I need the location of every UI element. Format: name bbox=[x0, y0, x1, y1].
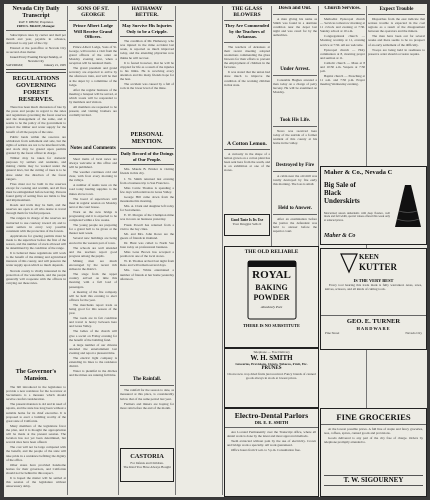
column-5 bbox=[273, 6, 317, 244]
masthead-day: SATURDAY, bbox=[6, 63, 24, 67]
article-personal-mention: Mrs. Maude B. Ernsler is visiting friends in this city. J. W. Smith returned last evening from a business trip to San Francisco. Miss Carrie Thomas is spending a few days with relatives in Grass Valley. George Hill came down from the mountains this morning. Mrs. A. Clark and daughter left today for Sacramento. E. W. Morgan of the Champion mine was in town on business yesterday. Frank Powell has returned from a visit to the bay cities. Mr. and Mrs. John Rowe are the guests of friends in Oakland. Dr. Hunt was called to North San Juan today on professional business. Miss Lena Brown has accepted a position in one of the local stores. W. R. Thomas arrived last night from Reno and will remain several days. Mrs. Geo. White entertained a number of friends at her home yesterday afternoon. bbox=[120, 167, 174, 281]
column-rule bbox=[118, 6, 119, 495]
castoria-title: CASTORIA bbox=[130, 453, 164, 461]
sigourney-name: T. W. SIGOURNEY bbox=[324, 475, 423, 486]
article-church-services: Methodist Episcopal church — Services tomorrow morning at 11 o'clock and evening at 7:30. Sunday school at 10 a.m. Congregational church — Morning worship at 11, evening service at 7:30. All are welcome. Episcopal church — Holy communion at 8, morning prayer and sermon at 11. Catholic church — Mass at 8 and 10:30 a.m. Vespers at 7:30 p.m. Baptist church — Preaching at 11 a.m. and 7:30 p.m. Prayer meeting Wednesday evening. bbox=[320, 17, 365, 87]
keen-kutter-tag: IS THE VERY BEST bbox=[353, 278, 394, 283]
smith-name: W. H. SMITH bbox=[250, 354, 293, 363]
maher-footer: Maher & Co bbox=[324, 233, 356, 239]
groceries-body: At the lowest possible prices. A full line of staple and fancy groceries, teas, coffees, spices, canned goods and provisions. Goods delivered to any part of the city free of charge. Orders by telephone promptly attended to. bbox=[324, 427, 423, 445]
headline-under-arrest: Under Arrest. bbox=[280, 67, 310, 72]
headline-destroyed-by-fire: Destroyed by Fire bbox=[275, 163, 315, 168]
dental-body: Are Located Permanently over the Transcript office, where all dental work is done by the latest and most approved methods. Teeth extracted without pain by the use of electricity. Crown and bridge work a specialty. All work guaranteed. Office hours from 9 a.m. to 5 p.m. Consultation free. bbox=[227, 430, 316, 453]
article-held-to-answer: After an examination before the justice the defendant was held to answer before the superior court. bbox=[273, 217, 317, 234]
headline-glass-blowers: THE GLASS BLOWERS bbox=[231, 6, 263, 18]
headline-forest-reserves: REGULATIONS GOVERNING FOREST RESERVES. bbox=[12, 75, 60, 103]
masthead-line: Issued Every Evening Except Sunday, at Nevada City bbox=[10, 55, 62, 63]
headline-held-to-answer: Held to Answer. bbox=[278, 206, 312, 211]
headline-expect-trouble: Expect Trouble bbox=[379, 6, 414, 12]
article-under-arrest: Constable Hughes arrested a man today on a charge of petty larceny. He will be examined on Monday. bbox=[273, 78, 317, 95]
maher-sub-3: Underskirts bbox=[324, 197, 360, 205]
castoria-ad: CASTORIA For Infants and Children. The Kind You Have Always Bought bbox=[120, 448, 174, 482]
newspaper-page bbox=[4, 4, 427, 497]
article-destroyed-by-fire: A cabin near the old mill was totally destroyed by fire early this morning. The loss is small. bbox=[273, 174, 317, 187]
column-4 bbox=[224, 6, 270, 244]
headline-personal-mention: PERSONAL MENTION. bbox=[130, 132, 164, 146]
royal-pure: Absolutely Pure bbox=[260, 305, 283, 309]
smith-prunes: PRUNES bbox=[261, 366, 282, 372]
royal-slogan: THERE IS NO SUBSTITUTE bbox=[243, 323, 300, 328]
groceries-ad bbox=[320, 408, 427, 497]
column-2 bbox=[69, 6, 117, 495]
headline-notes-comments: Notes and Comments bbox=[70, 145, 116, 151]
headline-cotton-lemon: A Cotton Lemon. bbox=[227, 140, 267, 147]
good-taste-ad: Good Taste Is Its Use Your Druggist Sells It bbox=[224, 214, 270, 236]
headline-took-his-life: Took His Life. bbox=[279, 118, 311, 123]
maher-title: Maher & Co., Nevada C bbox=[324, 169, 393, 176]
column-rule bbox=[67, 6, 68, 495]
article-hathaway: The condition of Mr. Hathaway, who was injured in the mine accident last week, is reported as much improved today, and the attending physician now thinks he will recover. It is feared however, that he will be crippled for life as a result of the injuries to his limbs. He is receiving every attention and his many friends hope for the best. The accident was caused by a fall of rock in the lower level of the mine. bbox=[120, 39, 174, 91]
column-rule bbox=[175, 6, 176, 495]
maher-ad bbox=[320, 166, 427, 245]
masthead-manager: FRED S. BRADY, Manager. bbox=[16, 24, 56, 28]
article-expect-trouble: Dispatches from the east indicate that serious trouble is expected in the coal regions as a result of the disagreement between the operators and the miners. The men have been out for several weeks and there seems to be no prospect of an early settlement of the difficulty. Troops are being held in readiness to preserve order should occasion require. bbox=[368, 17, 425, 56]
maher-sub-2: Black bbox=[324, 189, 342, 197]
article-governors-mansion: The bill introduced in the legislature to provide a new residence for the Governor at Sacramento is a measure which should receive careful consideration. The present mansion is old and in need of repairs, and the state has long been without a suitable home for its chief executive. It is proposed to erect a building worthy of the great state of California. Many members of the legislature favor the plan, and it is thought the appropriation will be made at the present session. The location has not yet been determined, but several sites have been offered. The cost will not be large compared with the benefit, and the people of the state will take pride in a residence befitting the dignity of the office. Other states have provided handsome homes for their governors, and California should not be behind in this respect. It is hoped the matter will be settled at this session of the legislature without unnecessary delay. bbox=[6, 385, 66, 489]
column-1 bbox=[6, 6, 66, 495]
royal-brand: ROYAL bbox=[252, 269, 291, 281]
article-glass-blowers: The teachers of Arkansas at their recent meeting adopted resolutions commending the glass blowers for their efforts to prevent the employment of children in the factories. It was stated that the union had done much to improve the condition of the working children in that state. bbox=[224, 44, 270, 87]
masthead-date: January 21, 1905 bbox=[44, 63, 66, 67]
keen-kutter-word-2: KUTTER bbox=[359, 262, 398, 272]
good-taste-title: Good Taste Is Its Use bbox=[230, 217, 264, 222]
groceries-title: FINE GROCERIES bbox=[336, 412, 411, 422]
keen-kutter-ad: KEEN KUTTER IS THE VERY BEST Every tool bearing this trade mark is fully warranted. Axes, saws, knives, scissors, and all kinds of cutting tools. GEO. E. TURNER HARDWARE Pine Street Nevada City bbox=[320, 248, 427, 350]
article-forest-reserves: There has been much discussion of late by the press and people in regard to the rules and regulations governing the forest reserves and the management of the same, and it seems to be the policy of the government to protect the timber and water supply for the benefit of all the people of the state. Public lands within the reserves are withdrawn from settlement and sale, but the rights of settlers are not to be interfered with, and stock may be grazed upon permits granted by the forest officer in charge. Timber may be taken for domestic purposes by settlers and residents, and mining claims may be worked under the general laws, but the cutting of trees is to be done under the direction of the forest rangers. Fires must not be built in the reserves except for cooking and warmth, and all fires must be extinguished before leaving. Persons found guilty of setting fires are liable to fine and imprisonment. Roads and trails may be built, and the reserves are open to all who desire to travel through them for lawful purposes. The rangers in charge of the reserves are instructed to use courtesy toward all, and to assist settlers in every way possible consistent with the protection of the forests. Applications for grazing permits must be made to the supervisor before the first of the season, and the number of stock allowed will be determined by the condition of the range. It is believed these regulations will work to the benefit of the mining and agricultural interests of this county, and will preserve the water supply upon which so much depends. Nevada county is vitally interested in the protection of the watersheds, and the people generally will cooperate with the officers in carrying out these rules. bbox=[6, 105, 66, 285]
maher-body: Mercerized sateen underskirts with deep flounce, well made and full width, special values offered this week only at reduced prices. bbox=[324, 212, 390, 222]
turner-sub: HARDWARE bbox=[356, 326, 391, 331]
royal-powder: POWDER bbox=[253, 293, 290, 302]
dental-doctor: DR. E. E. SMITH bbox=[254, 420, 289, 425]
article-cotton-lemon: A curiosity in the shape of a lemon grown on a cotton plant has been sent here from the south, and is on exhibition at one of the stores. bbox=[224, 151, 270, 173]
column-3 bbox=[120, 6, 174, 495]
column-rule bbox=[222, 6, 223, 495]
headline-sons-st-george: SONS OF ST. GEORGE bbox=[77, 6, 109, 18]
column-7 bbox=[368, 6, 425, 166]
royal-baking-powder-ad bbox=[224, 246, 319, 348]
keen-kutter-body: Every tool bearing this trade mark is fully warranted. Axes, saws, knives, scissors, and all kinds of cutting tools. bbox=[325, 283, 422, 292]
turner-name: GEO. E. TURNER bbox=[346, 318, 401, 325]
masthead-title: Nevada City Daily Transcript bbox=[12, 6, 60, 19]
subhead-personal-mention: Daily Record of the Doings of Our People. bbox=[120, 151, 174, 162]
headline-church-services: Church Services. bbox=[324, 6, 361, 11]
royal-baking: BAKING bbox=[255, 283, 288, 292]
underskirt-illustration bbox=[393, 183, 423, 229]
headline-down-and-out: Down and Out. bbox=[278, 6, 312, 11]
article-rainfall: The rainfall for the season to date, as measured at this place, is considerably below that of the same period last year. Farmers and miners are hoping for more rain before the end of the month. bbox=[120, 388, 174, 410]
column-6 bbox=[320, 6, 365, 166]
headline-hathaway: HATHAWAY BETTER. bbox=[131, 6, 163, 18]
royal-top: THE OLD RELIABLE bbox=[244, 249, 299, 255]
subhead-prince-albert: Prince Albert Lodge Will Receive Grand Officers. bbox=[73, 23, 113, 40]
smith-ad: Telephone — Free Delivery W. H. SMITH Groceries, Provisions, Cigars, Tobacco, Fruit, Etc. PRUNES Choice new crop dried fruits just received. Fancy brands of canned goods always in stock at lowest prices. bbox=[224, 348, 319, 408]
headline-governors-mansion: The Governor's Mansion. bbox=[15, 369, 57, 382]
smith-line: Groceries, Provisions, Cigars, Tobacco, Fruit, Etc. bbox=[235, 362, 308, 367]
masthead-body: Subscription rates by carrier and mail per month and year, payable in advance, delivered to any part of the city. Entered at the postoffice at Nevada City as second-class matter. bbox=[6, 33, 66, 55]
keen-kutter-logo-icon bbox=[339, 252, 359, 274]
subhead-hathaway: May Survive His Injuries Only to be a Cripple. bbox=[122, 23, 172, 34]
subhead-glass-blowers: They Are Commended by the Teachers of Arkansas. bbox=[224, 23, 270, 40]
headline-rainfall: The Rainfall. bbox=[132, 377, 162, 383]
keen-kutter-word-1: KEEN bbox=[359, 253, 379, 261]
masthead-proprietor: RAY F. RHOW, Proprietor. bbox=[18, 20, 54, 24]
article-sons-st-george: Prince Albert Lodge, Sons of St. George, will receive a visit from the grand officers of the order on Monday evening next, when a reception will be tendered them. The grand president and grand secretary are expected to arrive by the afternoon train, and will be met at the depot by a committee of the lodge. After the regular business of the meeting a banquet will be served, at which toasts will be responded to by members and visitors. All members are requested to be present, and visiting brothers are cordially invited. bbox=[69, 44, 117, 118]
dental-ad bbox=[224, 408, 319, 497]
article-down-and-out: A man giving his name as Smith was found in a destitute condition near the depot last night and was cared for by the authorities. bbox=[273, 17, 317, 38]
article-notes-comments: Short items of local news are always welcome at this office and will be published. The weather continues cold and clear, with frost every morning in the valleys. A number of teams were on the road today hauling supplies to the mines above town. The board of supervisors will meet in regular session on Monday next at the court house. Work on the new bridge is progressing and it is expected to be completed within a few weeks. The young people are preparing for a grand ball to be given at the theater next week. Several new buildings are being erected in the western part of town. The schools are well attended and the teachers report good progress among the pupils. Mining men are much encouraged by the recent rich strikes in the district. The stage from the upper country arrived on time this morning with a full load of passengers. A meeting of the fire company will be held this evening to elect officers for the year. The merchants report trade as being good for this season of the year. The roads are in fair condition and travel is heavy between here and Grass Valley. The ladies of the church will give a social on Friday evening for the benefit of the building fund. A large number of our citizens attended the entertainment last evening and report a pleasant time. The electric light company is extending its lines to the residence district. Water is plentiful in the ditches and the mines are running full time. bbox=[69, 156, 117, 378]
dental-title: Electro-Dental Parlors bbox=[234, 411, 309, 420]
article-took-his-life: News was received here today of the suicide of a former resident of this county at his home in the valley. bbox=[273, 129, 317, 146]
maher-sub-1: Big Sale of bbox=[324, 181, 356, 189]
